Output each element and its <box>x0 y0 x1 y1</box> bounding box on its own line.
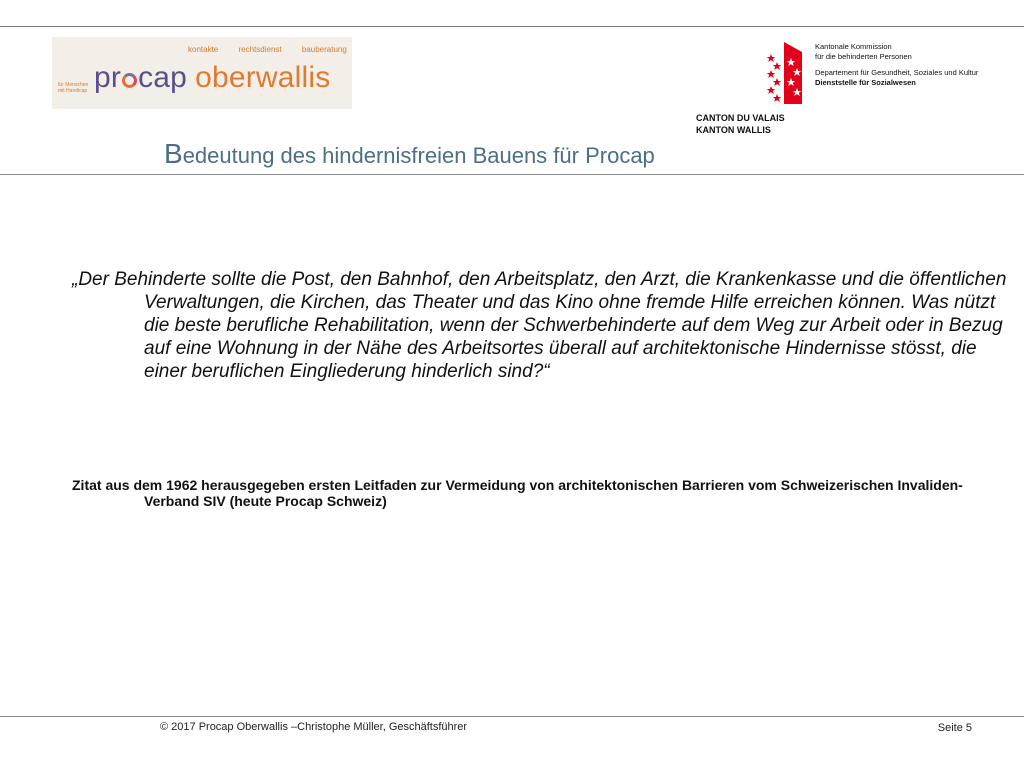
commission-text <box>815 42 978 88</box>
procap-tagline-line1: für Menschen <box>58 82 89 88</box>
crest-stars-left <box>767 54 782 102</box>
service-name: Dienststelle für Sozialwesen <box>815 78 916 87</box>
procap-logo-nav <box>188 45 365 54</box>
procap-nav-kontakte: kontakte <box>188 45 219 54</box>
title-rule <box>0 174 1024 175</box>
commission-line2: für die behinderten Personen <box>815 52 912 61</box>
procap-nav-rechtsdienst: rechtsdienst <box>238 45 282 54</box>
footer-rule <box>0 716 1024 717</box>
commission-line1: Kantonale Kommission <box>815 42 892 51</box>
slide-title-rest: edeutung des hindernisfreien Bauens für Procap <box>182 143 655 168</box>
department-name: Departement für Gesundheit, Soziales und Kultur <box>815 68 979 77</box>
footer-copyright: © 2017 Procap Oberwallis –Christophe Müller, Geschäftsführer <box>160 721 468 733</box>
canton-name-de: KANTON WALLIS <box>696 125 771 135</box>
slide-title-initial: B <box>164 138 183 169</box>
procap-word-cap: cap <box>138 61 188 94</box>
procap-wordmark <box>94 61 330 95</box>
procap-nav-bauberatung: bauberatung <box>301 45 347 54</box>
page-number: Seite 5 <box>937 722 972 734</box>
procap-word-pr: pr <box>94 61 122 94</box>
canton-name-fr: CANTON DU VALAIS <box>696 113 785 123</box>
quote-text: „Der Behinderte sollte die Post, den Bahnhof, den Arbeitsplatz, den Arzt, die Krankenkasse und die öffentlichen Verwaltungen, die Kirchen, das Theater und das Kino ohne fremde Hilfe erreichen können. Was nützt die beste berufliche Rehabilitation, wenn der Schwerbehinderte auf dem Weg zur Arbeit oder in Bezug auf eine Wohnung in der Nähe des Arbeitsortes überall auf architektonische Hindernisse stösst, die einer beruflichen Eingliederung hinderlich sind?“ <box>72 269 1007 382</box>
procap-ring-icon <box>122 73 137 88</box>
procap-tagline-line2: mit Handicap <box>58 88 88 94</box>
procap-oberwallis-logo <box>52 37 352 109</box>
slide-title <box>164 138 655 170</box>
procap-tagline <box>58 82 98 94</box>
procap-word-oberwallis: oberwallis <box>195 61 331 94</box>
top-rule <box>0 26 1024 27</box>
canton-valais-crest-icon <box>764 40 804 106</box>
quote-source: Zitat aus dem 1962 herausgegeben ersten Leitfaden zur Vermeidung von architektonischen Barrieren vom Schweizerischen Invaliden-Verband SIV (heute Procap Schweiz) <box>72 477 963 509</box>
canton-name <box>696 112 785 136</box>
